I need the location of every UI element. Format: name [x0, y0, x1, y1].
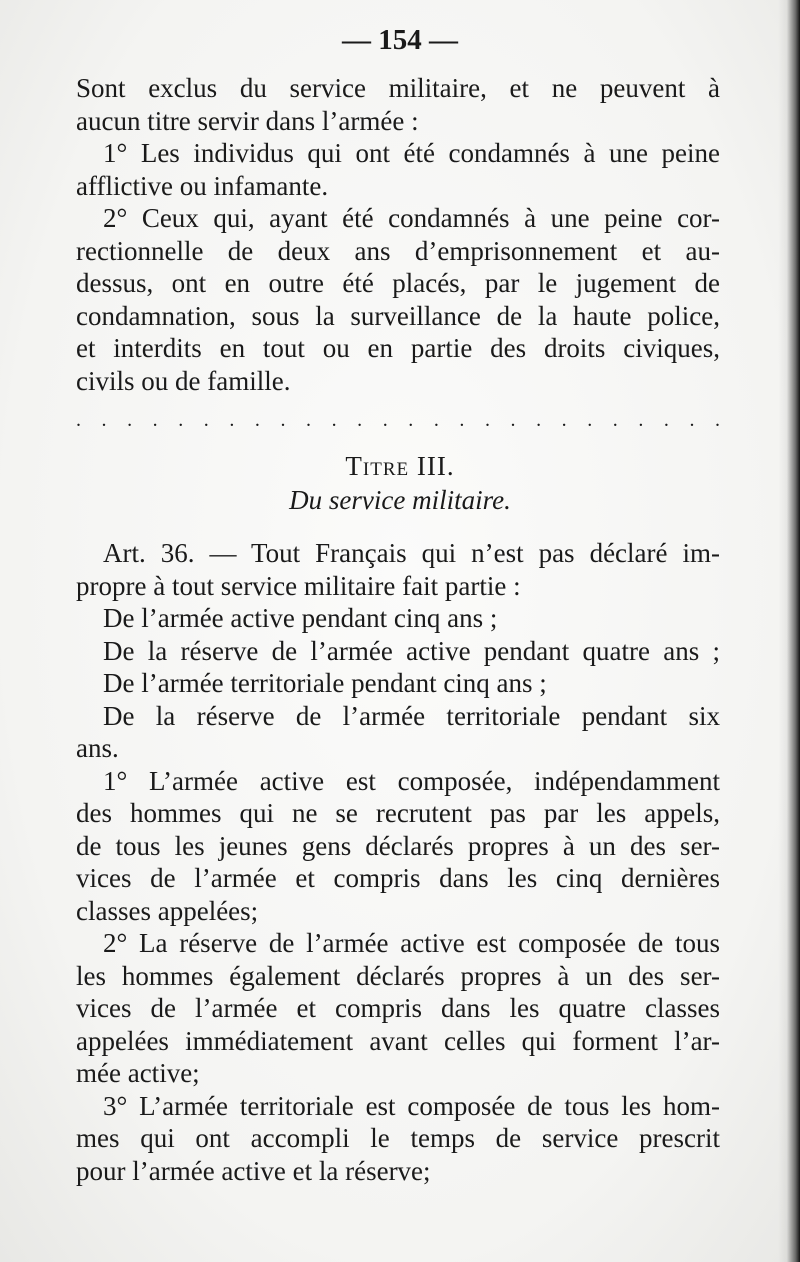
- text-line: 1° L’armée active est composée, indépendamment: [103, 765, 720, 796]
- text-line: aucun titre servir dans l’armée :: [76, 105, 419, 136]
- text-line: mée active;: [76, 1058, 200, 1088]
- text-line: classes appelées;: [76, 895, 259, 926]
- text-line: 1° Les individus qui ont été condamnés à une peine: [103, 138, 720, 168]
- paragraph-exclusions: [76, 72, 720, 397]
- section-subtitle: Du service militaire.: [289, 485, 511, 515]
- section-title-label: Titre: [345, 451, 410, 481]
- text-line: 2° Ceux qui, ayant été condamnés à une peine cor-: [103, 203, 720, 233]
- text-line: Art. 36. — Tout Français qui n’est pas déclaré im-: [103, 538, 720, 568]
- text-line: rectionnelle de deux ans d’emprisonnement et au-: [76, 235, 720, 266]
- text-line: les hommes également déclarés propres à un des ser-: [76, 960, 720, 991]
- text-line: condamnation, sous la surveillance de la haute police,: [76, 300, 720, 331]
- text-line: afflictive ou infamante.: [76, 170, 329, 201]
- text-line: civils ou de famille.: [76, 365, 291, 396]
- text-line: De l’armée active pendant cinq ans ;: [103, 603, 498, 633]
- page-number: — 154 —: [342, 24, 458, 56]
- ellipsis-line: . . . . . . . . . . . . . . . . . . . . . . . . . .: [76, 409, 720, 431]
- text-line: vices de l’armée et compris dans les quatre classes: [76, 993, 720, 1023]
- text-line: Sont exclus du service militaire, et ne peuvent à: [76, 73, 720, 103]
- text-line: appelées immédiatement avant celles qui forment l’ar-: [76, 1025, 720, 1056]
- text-line: et interdits en tout ou en partie des droits civiques,: [76, 333, 720, 363]
- section-title: [0, 451, 800, 482]
- text-line: des hommes qui ne se recrutent pas par les appels,: [76, 798, 720, 828]
- text-line: De la réserve de l’armée active pendant quatre ans ;: [103, 635, 720, 666]
- section-title-number: III.: [416, 451, 455, 481]
- text-line: De l’armée territoriale pendant cinq ans ;: [103, 668, 547, 698]
- text-line: pour l’armée active et la réserve;: [76, 1155, 431, 1186]
- text-line: de tous les jeunes gens déclarés propres à un des ser-: [76, 830, 720, 861]
- text-line: vices de l’armée et compris dans les cinq dernières: [76, 863, 720, 893]
- paragraph-article-36: [76, 537, 720, 1187]
- ellipsis-separator: [76, 410, 720, 430]
- page-edge-shadow: [778, 0, 800, 1262]
- text-line: propre à tout service militaire fait partie :: [76, 570, 521, 601]
- text-line: ans.: [76, 733, 119, 763]
- text-line: De la réserve de l’armée territoriale pendant six: [103, 700, 720, 731]
- text-line: dessus, ont en outre été placés, par le jugement de: [76, 268, 720, 298]
- text-line: mes qui ont accompli le temps de service prescrit: [76, 1123, 720, 1153]
- text-line: 2° La réserve de l’armée active est composée de tous: [103, 928, 720, 958]
- text-line: 3° L’armée territoriale est composée de tous les hom-: [103, 1090, 720, 1121]
